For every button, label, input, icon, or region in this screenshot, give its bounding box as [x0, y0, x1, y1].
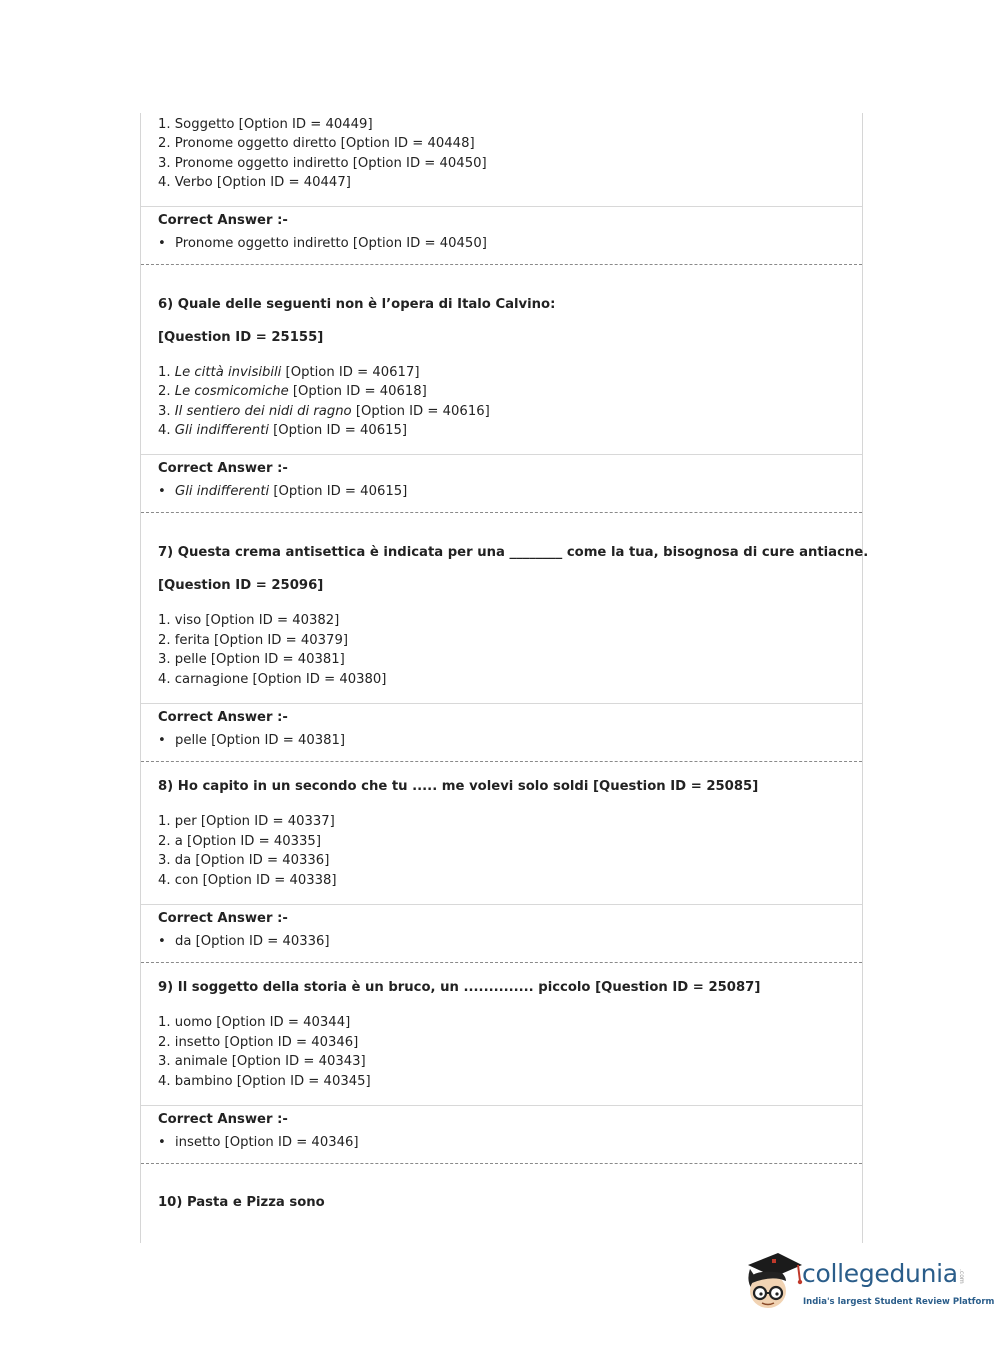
q9-option-3: 3. animale [Option ID = 40343]: [158, 1054, 366, 1069]
option-number: 2.: [158, 384, 175, 399]
q9-option-1: 1. uomo [Option ID = 40344]: [158, 1015, 351, 1030]
q8-option-1: 1. per [Option ID = 40337]: [158, 814, 335, 829]
divider: [141, 206, 862, 207]
option-number: 1.: [158, 365, 175, 380]
option-number: 4.: [158, 423, 175, 438]
question-7-id: [Question ID = 25096]: [158, 578, 324, 593]
correct-answer-text: pelle [Option ID = 40381]: [175, 733, 346, 748]
correct-answer-item: [158, 1135, 359, 1150]
q6-option-1: [158, 363, 419, 383]
correct-answer-label: Correct Answer :-: [158, 911, 288, 926]
question-sheet: [140, 113, 869, 1243]
bullet-icon: •: [158, 934, 166, 949]
bullet-icon: •: [158, 484, 166, 499]
option-4: 4. Verbo [Option ID = 40447]: [158, 175, 351, 190]
divider: [141, 454, 862, 455]
question-9-title: 9) Il soggetto della storia è un bruco, un .............. piccolo [Question ID = 25087]: [158, 980, 761, 995]
q8-option-2: 2. a [Option ID = 40335]: [158, 834, 321, 849]
correct-answer-title: Gli indifferenti: [175, 484, 270, 499]
option-id: [Option ID = 40615]: [268, 423, 408, 438]
correct-answer-label: Correct Answer :-: [158, 213, 288, 228]
q8-option-4: 4. con [Option ID = 40338]: [158, 873, 337, 888]
divider: [141, 904, 862, 905]
q6-option-2: [158, 382, 427, 402]
question-8-title: 8) Ho capito in un secondo che tu ..... me volevi solo soldi [Question ID = 25085]: [158, 779, 759, 794]
question-6-id: [Question ID = 25155]: [158, 330, 324, 345]
bullet-icon: •: [158, 236, 166, 251]
bullet-icon: •: [158, 1135, 166, 1150]
option-title: Il sentiero dei nidi di ragno: [174, 404, 352, 419]
q6-option-3: [158, 402, 490, 422]
q9-option-2: 2. insetto [Option ID = 40346]: [158, 1035, 359, 1050]
option-title: Le cosmicomiche: [174, 384, 289, 399]
question-10-title: 10) Pasta e Pizza sono: [158, 1195, 325, 1210]
question-separator: [141, 761, 862, 762]
option-3: 3. Pronome oggetto indiretto [Option ID = 40450]: [158, 156, 487, 171]
option-1: 1. Soggetto [Option ID = 40449]: [158, 117, 373, 132]
logo-domain: .com: [958, 1269, 965, 1284]
q8-option-3: 3. da [Option ID = 40336]: [158, 853, 330, 868]
collegedunia-logo: [742, 1251, 995, 1321]
question-separator: [141, 264, 862, 265]
q7-option-1: 1. viso [Option ID = 40382]: [158, 613, 340, 628]
question-separator: [141, 512, 862, 513]
option-id: [Option ID = 40616]: [351, 404, 490, 419]
option-id: [Option ID = 40618]: [288, 384, 427, 399]
correct-answer-item: [158, 484, 407, 499]
correct-answer-text: Pronome oggetto indiretto [Option ID = 40450]: [175, 236, 487, 251]
mascot-icon: [742, 1251, 804, 1313]
correct-answer-text: da [Option ID = 40336]: [175, 934, 330, 949]
q6-option-4: [158, 421, 407, 441]
option-2: 2. Pronome oggetto diretto [Option ID = 40448]: [158, 136, 475, 151]
q7-option-3: 3. pelle [Option ID = 40381]: [158, 652, 345, 667]
logo-tagline: India's largest Student Review Platform: [803, 1297, 995, 1307]
q7-option-2: 2. ferita [Option ID = 40379]: [158, 633, 348, 648]
divider: [141, 1105, 862, 1106]
correct-answer-label: Correct Answer :-: [158, 710, 288, 725]
correct-answer-item: [158, 236, 487, 251]
correct-answer-text: insetto [Option ID = 40346]: [175, 1135, 359, 1150]
correct-answer-item: [158, 934, 330, 949]
question-6-title: 6) Quale delle seguenti non è l’opera di Italo Calvino:: [158, 297, 556, 312]
option-title: Gli indifferenti: [174, 423, 269, 438]
option-id: [Option ID = 40617]: [281, 365, 420, 380]
option-title: Le città invisibili: [174, 365, 282, 380]
correct-answer-id: [Option ID = 40615]: [269, 484, 408, 499]
question-separator: [141, 1163, 862, 1164]
question-separator: [141, 962, 862, 963]
q7-option-4: 4. carnagione [Option ID = 40380]: [158, 672, 387, 687]
question-7-title: 7) Questa crema antisettica è indicata per una ________ come la tua, bisognosa di cure antiacne.: [158, 545, 869, 560]
divider: [141, 703, 862, 704]
logo-wordmark: collegedunia: [802, 1259, 958, 1288]
q9-option-4: 4. bambino [Option ID = 40345]: [158, 1074, 371, 1089]
correct-answer-label: Correct Answer :-: [158, 1112, 288, 1127]
bullet-icon: •: [158, 733, 166, 748]
option-number: 3.: [158, 404, 175, 419]
correct-answer-item: [158, 733, 345, 748]
correct-answer-label: Correct Answer :-: [158, 461, 288, 476]
